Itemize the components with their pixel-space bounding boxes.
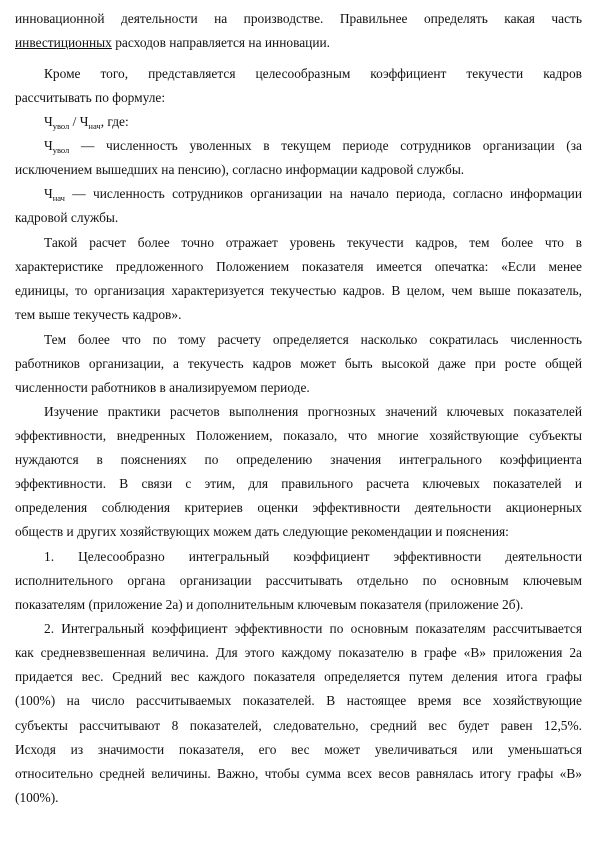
text-line: рассчитывать по формуле: bbox=[15, 90, 166, 105]
list-item-1: 1. Целесообразно интегральный коэффициент эффективности деятельности bbox=[44, 549, 582, 564]
text-line: единицы, то организация характеризуется текучестью кадров. В целом, чем выше показатель, bbox=[15, 283, 582, 298]
text-line: исполнительного органа организации рассчитывать отдельно по основным ключевым bbox=[15, 573, 582, 588]
text-line: $Ч_{увол}$ — численность уволенных в текущем периоде сотрудников организации (за bbox=[44, 138, 582, 155]
text-line: характеристике предложенного Положением показателя имеется опечатка: «Если менее bbox=[15, 259, 582, 274]
text-line: Изучение практики расчетов выполнения прогнозных значений ключевых показателей bbox=[44, 404, 582, 419]
text-line: определения соблюдения критериев оценки эффективности деятельности акционерных bbox=[15, 500, 582, 515]
text-line: инвестиционных расходов направляется на инновации. bbox=[15, 35, 331, 50]
text-line: Такой расчет более точно отражает уровень текучести кадров, тем более что в bbox=[44, 235, 582, 250]
text-line: придается вес. Средний вес каждого показателя определяется путем деления итога графы bbox=[15, 669, 582, 684]
formula-line: $Ч_{увол} / Ч_{нач}$, где: bbox=[44, 114, 129, 131]
text-line: Тем более что по тому расчету определяется насколько сократилась численность bbox=[44, 332, 582, 347]
text-line: нуждаются в пояснениях по определению значения интегрального коэффициента bbox=[15, 452, 582, 467]
text-line: $Ч_{нач}$ — численность сотрудников организации на начало периода, согласно информации bbox=[44, 186, 582, 203]
list-item-2: 2. Интегральный коэффициент эффективности по основным показателям рассчитывается bbox=[44, 621, 582, 636]
text-line: (100%) на число рассчитываемых показателей. В настоящее время все хозяйствующие bbox=[15, 693, 582, 708]
text-line: Исходя из значимости показателя, его вес может увеличиваться или уменьшаться bbox=[15, 742, 582, 757]
text-line: кадровой службы. bbox=[15, 210, 119, 225]
text-line: исключением вышедших на пенсию), согласно информации кадровой службы. bbox=[15, 162, 465, 177]
underlined-word: инвестиционных bbox=[15, 35, 112, 50]
text-line: субъекты рассчитывают 8 показателей, следовательно, средний вес будет равен 12,5%. bbox=[15, 718, 582, 733]
text-line: эффективности, внедренных Положением, показало, что многие хозяйствующие субъекты bbox=[15, 428, 582, 443]
text-line: (100%). bbox=[15, 790, 59, 805]
text-line: инновационной деятельности на производстве. Правильнее определять какая часть bbox=[15, 11, 582, 26]
text-line: как средневзвешенная величина. Для этого каждому показателю в графе «В» приложения 2а bbox=[15, 645, 582, 660]
text-line: относительно средней величины. Важно, чтобы сумма всех весов равнялась итогу графы «В» bbox=[15, 766, 582, 781]
text-line: работников организации, а текучесть кадров может быть высокой даже при росте общей bbox=[15, 356, 582, 371]
text-line: эффективности. В связи с этим, для правильного расчета ключевых показателей и bbox=[15, 476, 582, 491]
text-line: Кроме того, представляется целесообразным коэффициент текучести кадров bbox=[44, 66, 582, 81]
text-line: показателям (приложение 2а) и дополнительным ключевым показателя (приложение 2б). bbox=[15, 597, 524, 612]
text-line: обществ и других хозяйствующих можем дать следующие рекомендации и пояснения: bbox=[15, 524, 509, 539]
text-line: тем выше текучесть кадров». bbox=[15, 307, 182, 322]
text-line: численности работников в анализируемом периоде. bbox=[15, 380, 310, 395]
